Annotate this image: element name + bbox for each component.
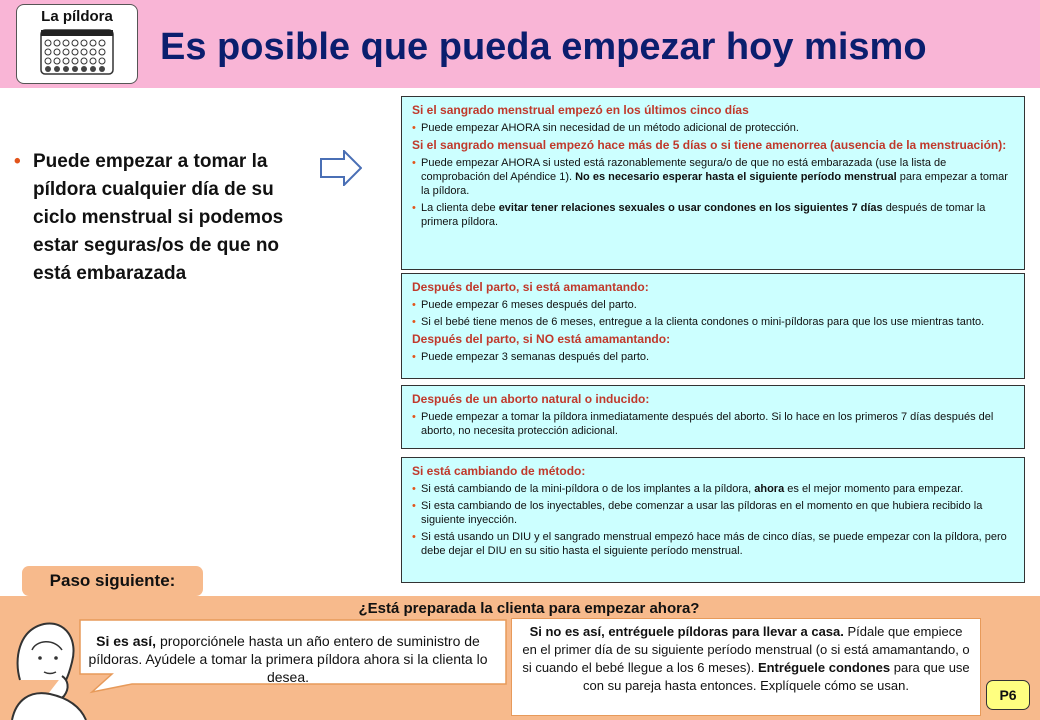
box1-bullet-3-text: La clienta debe xyxy=(421,202,496,214)
box3-heading: Después de un aborto natural o inducido: xyxy=(412,392,650,406)
no-answer-box xyxy=(511,618,981,716)
box4-bullet-2: • Si esta cambiando de los inyectables, debe comenzar a usar las píldoras en el momento en que hubiera recibido la siguiente inyección. xyxy=(412,499,1014,527)
yes-answer xyxy=(78,632,498,686)
logo-label: La píldora xyxy=(41,8,113,25)
box4-bullet-1-tail: es el mejor momento para empezar. xyxy=(787,483,964,495)
pill-pack-icon xyxy=(40,29,114,75)
box4-heading: Si está cambiando de método: xyxy=(412,464,586,478)
page-title: Es posible que pueda empezar hoy mismo xyxy=(160,26,927,68)
box3-bullet-1: • Puede empezar a tomar la píldora inmediatamente después del aborto. Si lo hace en los primeros 7 días después del aborto, no necesita protección adicional. xyxy=(412,410,1014,438)
yes-text: proporciónele hasta un año entero de suministro de píldoras. Ayúdele a tomar la primera píldora ahora si la clienta lo desea. xyxy=(88,633,488,685)
no-lead: Si no es así, entréguele píldoras para llevar a casa. xyxy=(529,624,844,639)
logo-box xyxy=(16,4,138,84)
no-bold-2: Entréguele condones xyxy=(757,660,891,675)
box2-heading-1: Después del parto, si está amamantando: xyxy=(412,280,649,294)
box-postpartum xyxy=(401,273,1025,379)
no-text-2: para que use con su pareja hasta entonces. Explíquele cómo se usan. xyxy=(583,660,970,693)
bullet-icon: • xyxy=(14,151,21,172)
box1-bullet-3-tail: después de tomar la primera píldora. xyxy=(421,202,986,228)
box-switching-method xyxy=(401,457,1025,583)
box2-bullet-2: • Si el bebé tiene menos de 6 meses, entregue a la clienta condones o mini-píldoras para que los use mientras tanto. xyxy=(412,315,1014,329)
header-band xyxy=(0,0,1040,88)
page-badge: P6 xyxy=(986,680,1030,710)
box4-bullet-1-bold: ahora xyxy=(754,483,785,495)
box2-heading-2: Después del parto, si NO está amamantando: xyxy=(412,332,671,346)
box4-bullet-1-text: Si está cambiando de la mini-píldora o de los implantes a la píldora, xyxy=(421,483,752,495)
box1-bullet-3 xyxy=(412,201,1014,229)
box-abortion xyxy=(401,385,1025,449)
readiness-question: ¿Está preparada la clienta para empezar ahora? xyxy=(358,600,700,617)
right-arrow-icon xyxy=(320,150,362,186)
main-statement xyxy=(14,148,284,288)
box1-bullet-2 xyxy=(412,156,1014,198)
box4-bullet-3: • Si está usando un DIU y el sangrado menstrual empezó hace más de cinco días, se puede empezar con la píldora, pero debe dejar el DIU en su sitio hasta el siguiente período menstrual. xyxy=(412,530,1014,558)
box1-bullet-2-tail: para empezar a tomar la píldora. xyxy=(421,171,1008,197)
box-menstrual-bleeding xyxy=(401,96,1025,270)
yes-lead: Si es así, xyxy=(96,633,157,649)
no-text-1: Pídale que empiece en el primer día de su siguiente período menstrual (o si está amamantando, o si cuando el bebé llegue a los 6 meses). xyxy=(522,624,970,675)
box1-bullet-2-text: Puede empezar AHORA si usted está razonablemente segura/o de que no está embarazada (use la lista de comprobación del Apéndice 1). xyxy=(421,157,947,183)
next-step-label: Paso siguiente: xyxy=(22,566,203,596)
main-statement-text: Puede empezar a tomar la píldora cualquier día de su ciclo menstrual si podemos estar seguras/os de que no está embarazada xyxy=(33,151,284,284)
box1-heading-1: Si el sangrado menstrual empezó en los últimos cinco días xyxy=(412,103,749,117)
box1-heading-2: Si el sangrado mensual empezó hace más de 5 días o si tiene amenorrea (ausencia de la menstruación): xyxy=(412,138,1007,152)
box2-bullet-3: • Puede empezar 3 semanas después del parto. xyxy=(412,350,1014,364)
box1-bullet-3-bold: evitar tener relaciones sexuales o usar condones en los siguientes 7 días xyxy=(498,202,883,214)
box4-bullet-1 xyxy=(412,482,1014,496)
box2-bullet-1: • Puede empezar 6 meses después del parto. xyxy=(412,298,1014,312)
box1-bullet-2-bold: No es necesario esperar hasta el siguiente período menstrual xyxy=(575,171,897,183)
box1-bullet-1: • Puede empezar AHORA sin necesidad de un método adicional de protección. xyxy=(412,121,1014,135)
woman-thinking-icon xyxy=(10,610,90,720)
